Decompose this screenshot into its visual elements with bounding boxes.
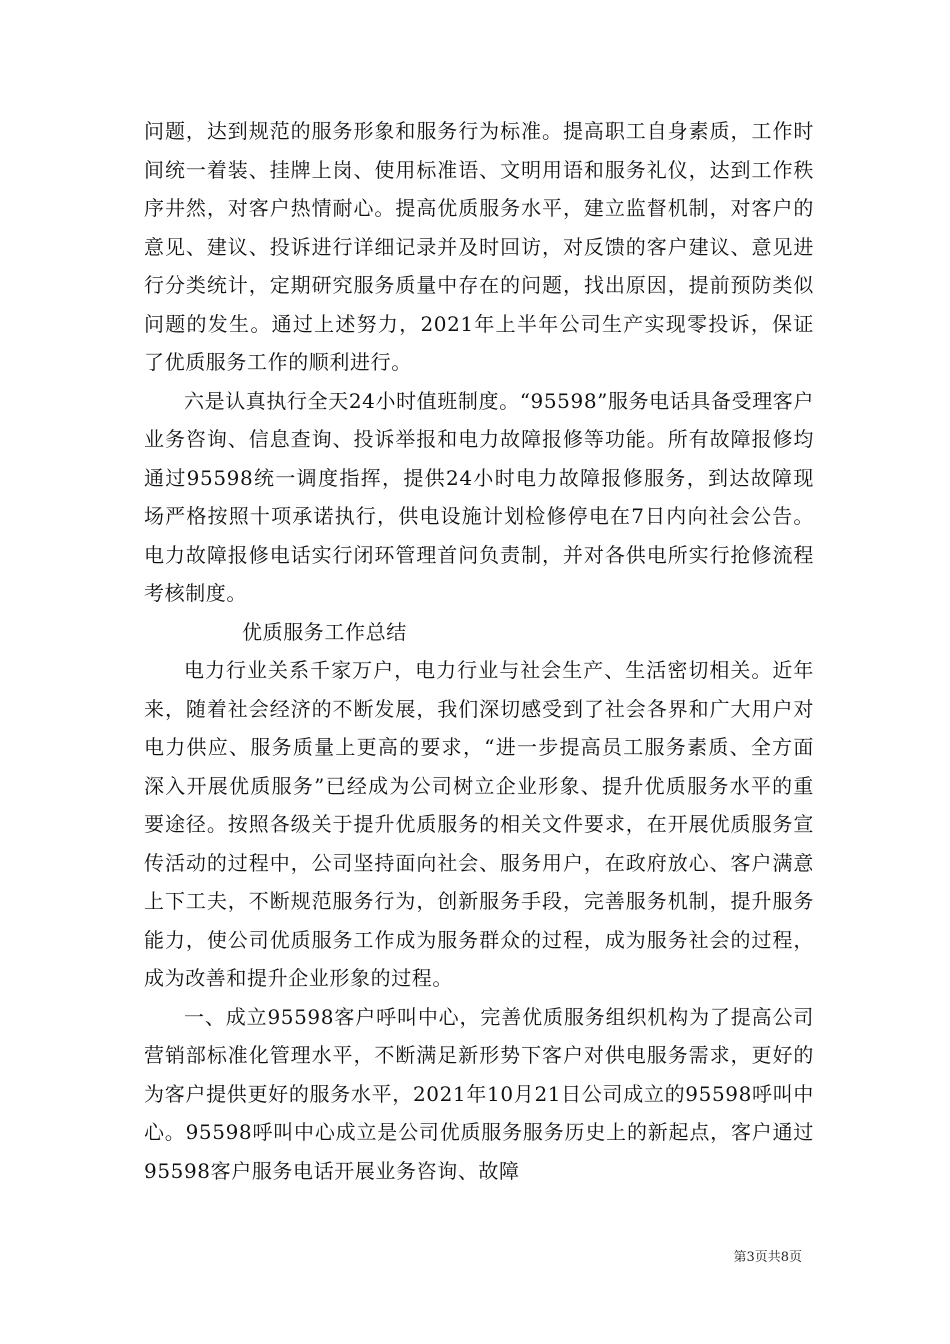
paragraph-duty-system: 六是认真执行全天24小时值班制度。“95598”服务电话具备受理客户业务咨询、信息查询、投诉举报和电力故障报修等功能。所有故障报修均通过95598统一调度指挥，提供24小时电力故障报修服务，到达故障现场严格按照十项承诺执行，供电设施计划检修停电在7日内向社会公告。电力故障报修电话实行闭环管理首问负责制，并对各供电所实行抢修流程考核制度。 (144, 388, 814, 605)
paragraph-continued: 问题，达到规范的服务形象和服务行为标准。提高职工自身素质，工作时间统一着装、挂牌上岗、使用标准语、文明用语和服务礼仪，达到工作秩序井然，对客户热情耐心。提高优质服务水平，建立监督机制，对客户的意见、建议、投诉进行详细记录并及时回访，对反馈的客户建议、意见进行分类统计，定期研究服务质量中存在的问题，找出原因，提前预防类似问题的发生。通过上述努力，2021年上半年公司生产实现零投诉，保证了优质服务工作的顺利进行。 (144, 119, 814, 374)
section-heading: 优质服务工作总结 (242, 619, 407, 644)
paragraph-introduction: 电力行业关系千家万户，电力行业与社会生产、生活密切相关。近年来，随着社会经济的不断发展，我们深切感受到了社会各界和广大用户对电力供应、服务质量上更高的要求，“进一步提高员工服务素质、全方面深入开展优质服务”已经成为公司树立企业形象、提升优质服务水平的重要途径。按照各级关于提升优质服务的相关文件要求，在开展优质服务宣传活动的过程中，公司坚持面向社会、服务用户，在政府放心、客户满意上下工夫，不断规范服务行为，创新服务手段，完善服务机制，提升服务能力，使公司优质服务工作成为服务群众的过程，成为服务社会的过程，成为改善和提升企业形象的过程。 (144, 658, 814, 990)
page-number: 第3页共8页 (733, 1250, 802, 1265)
paragraph-call-center: 一、成立95598客户呼叫中心，完善优质服务组织机构为了提高公司营销部标准化管理水平，不断满足新形势下客户对供电服务需求，更好的为客户提供更好的服务水平，2021年10月21日公司成立的95598呼叫中心。95598呼叫中心成立是公司优质服务服务历史上的新起点，客户通过95598客户服务电话开展业务咨询、故障 (144, 1004, 814, 1183)
document-body (144, 112, 814, 1190)
